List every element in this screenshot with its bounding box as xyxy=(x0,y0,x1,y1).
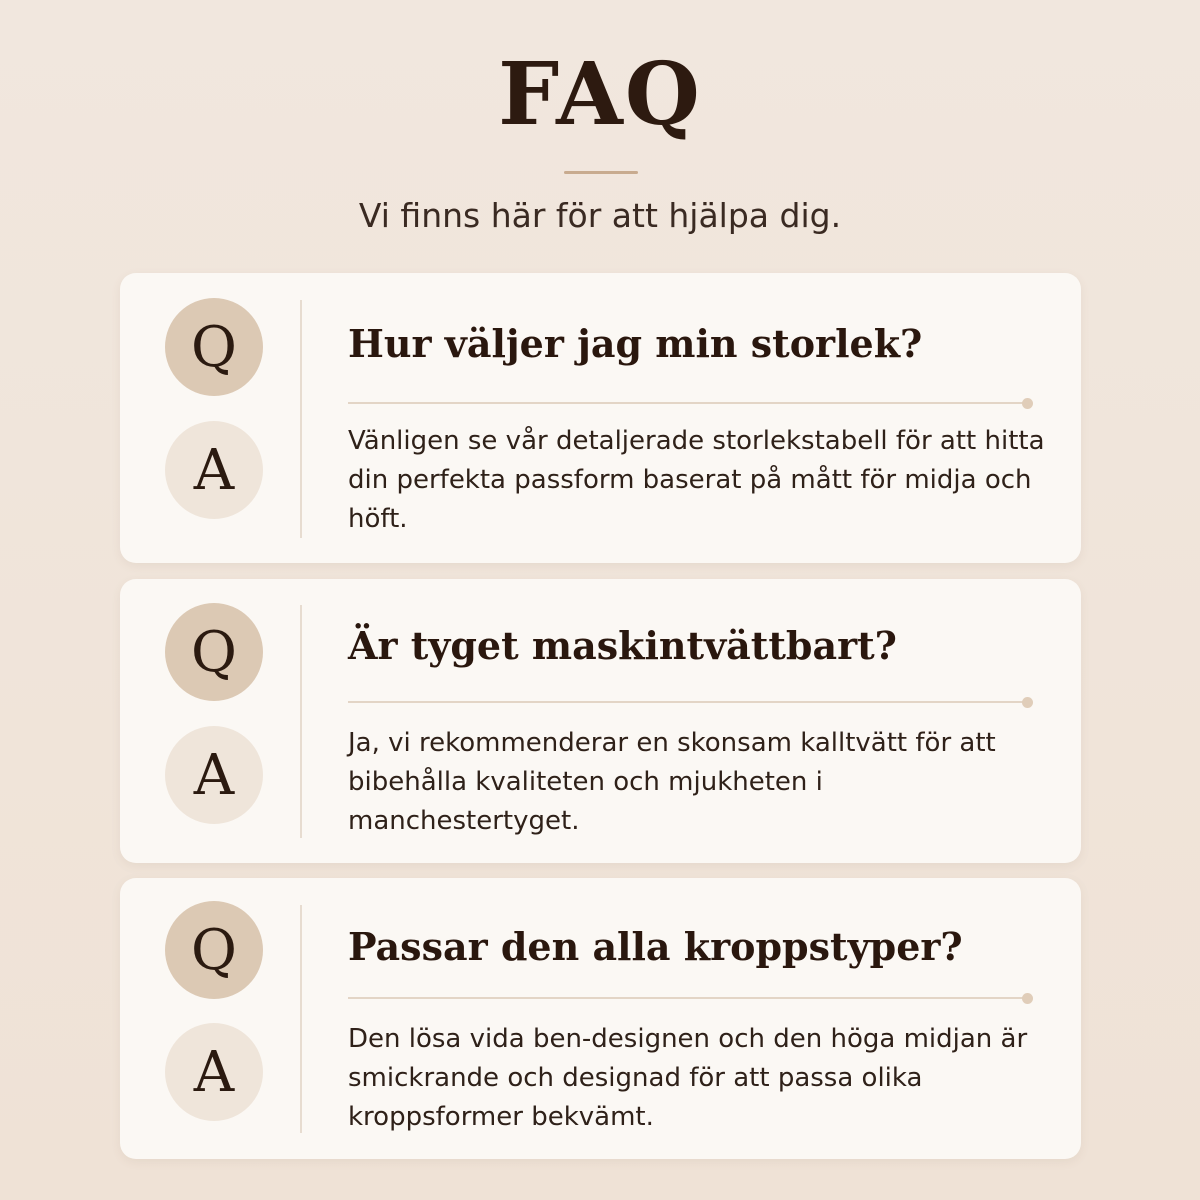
divider-dot xyxy=(1022,697,1033,708)
faq-card[interactable] xyxy=(120,878,1081,1159)
question-divider xyxy=(348,701,1024,703)
faq-question: Hur väljer jag min storlek? xyxy=(348,321,923,366)
faq-question: Är tyget maskintvättbart? xyxy=(348,623,897,668)
title-divider xyxy=(564,171,638,174)
faq-answer: Vänligen se vår detaljerade storlekstabell för att hitta din perfekta passform baserat på mått för midja och höft. xyxy=(348,426,1045,534)
answer-badge: A xyxy=(165,421,263,519)
divider-dot xyxy=(1022,398,1033,409)
question-badge: Q xyxy=(165,603,263,701)
page-subtitle: Vi finns här för att hjälpa dig. xyxy=(358,196,842,235)
question-divider xyxy=(348,997,1024,999)
answer-badge: A xyxy=(165,1023,263,1121)
card-divider-vertical xyxy=(300,905,302,1133)
page-title: FAQ xyxy=(498,44,702,145)
card-divider-vertical xyxy=(300,300,302,538)
faq-card[interactable] xyxy=(120,273,1081,563)
question-divider xyxy=(348,402,1024,404)
faq-question: Passar den alla kroppstyper? xyxy=(348,924,963,969)
faq-card[interactable] xyxy=(120,579,1081,863)
faq-answer: Den lösa vida ben-designen och den höga midjan är smickrande och designad för att passa olika kroppsformer bekvämt. xyxy=(348,1024,1028,1132)
card-divider-vertical xyxy=(300,605,302,838)
divider-dot xyxy=(1022,993,1033,1004)
question-badge: Q xyxy=(165,298,263,396)
answer-badge: A xyxy=(165,726,263,824)
question-badge: Q xyxy=(165,901,263,999)
faq-answer: Ja, vi rekommenderar en skonsam kalltvätt för att bibehålla kvaliteten och mjukheten i manchestertyget. xyxy=(348,728,996,836)
